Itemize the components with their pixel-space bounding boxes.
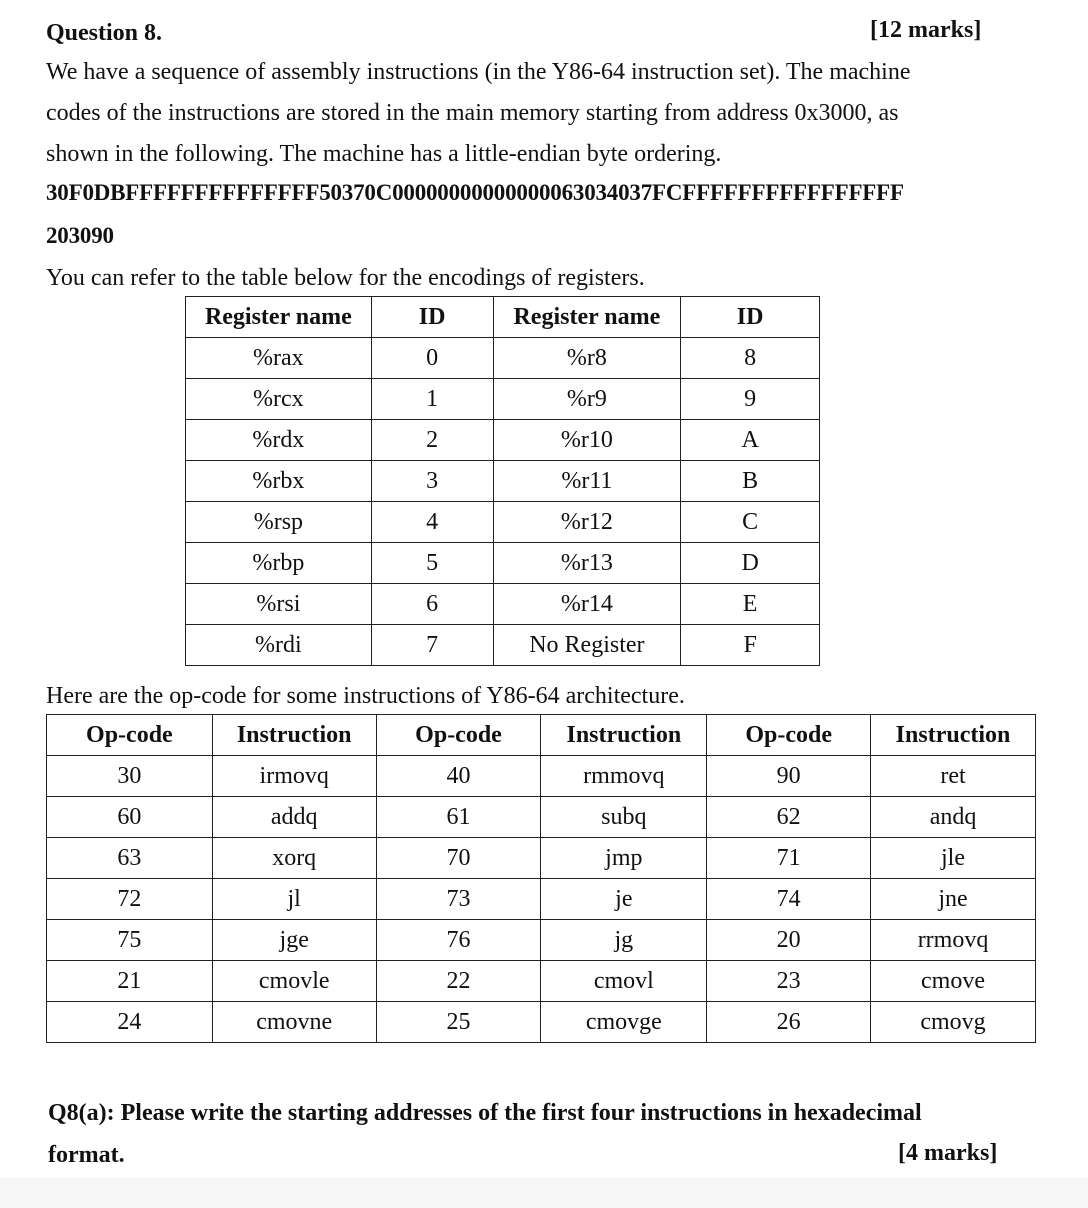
table-cell: 22 [376,961,541,1002]
opcode-row [47,1002,1036,1043]
question-marks: [12 marks] [870,17,982,43]
hex-line-1: 30F0DBFFFFFFFFFFFFFF50370C00000000000000063034037FCFFFFFFFFFFFFFFFF [46,180,904,205]
table-cell: %r12 [493,502,681,543]
header-cell: Op-code [376,715,541,756]
register-table [185,296,820,666]
table-cell: 20 [707,920,871,961]
table-cell: 0 [371,338,493,379]
opcode-row [47,920,1036,961]
table-cell: 30 [47,756,213,797]
table-cell: cmove [871,961,1036,1002]
header-cell: Instruction [541,715,707,756]
header-cell: Op-code [707,715,871,756]
opcode-table [46,714,1036,1043]
header-cell: Register name [493,297,681,338]
table-cell: %rax [186,338,372,379]
register-table-header [186,297,820,338]
table-cell: 72 [47,879,213,920]
table-cell: %r10 [493,420,681,461]
table-cell: 9 [681,379,820,420]
table-cell: jge [212,920,376,961]
intro-line-1: We have a sequence of assembly instructions (in the Y86-64 instruction set). The machine [46,59,911,85]
register-row [186,461,820,502]
opcode-row [47,797,1036,838]
table-cell: 40 [376,756,541,797]
hex-line-2: 203090 [46,223,114,248]
table-cell: 6 [371,584,493,625]
table-cell: %r14 [493,584,681,625]
table-cell: %r8 [493,338,681,379]
table-cell: %rbp [186,543,372,584]
table-cell: 24 [47,1002,213,1043]
table-cell: 7 [371,625,493,666]
opcode-row [47,756,1036,797]
table-cell: %rsp [186,502,372,543]
table-cell: 90 [707,756,871,797]
header-cell: Instruction [871,715,1036,756]
table-cell: jmp [541,838,707,879]
table-cell: 23 [707,961,871,1002]
subquestion-line-1: Q8(a): Please write the starting addresses of the first four instructions in hexadecimal [48,1100,922,1126]
intro-line-3: shown in the following. The machine has a little-endian byte ordering. [46,141,722,167]
table-cell: 21 [47,961,213,1002]
register-row [186,543,820,584]
table-cell: 74 [707,879,871,920]
header-cell: Op-code [47,715,213,756]
table-cell: jl [212,879,376,920]
table-cell: 2 [371,420,493,461]
opcode-row [47,838,1036,879]
header-cell: ID [681,297,820,338]
table-cell: 70 [376,838,541,879]
table-cell: %rcx [186,379,372,420]
opcode-row [47,879,1036,920]
table-cell: andq [871,797,1036,838]
table-cell: 71 [707,838,871,879]
table-cell: A [681,420,820,461]
table-cell: irmovq [212,756,376,797]
table-cell: 61 [376,797,541,838]
table-cell: C [681,502,820,543]
table-cell: 8 [681,338,820,379]
table-cell: addq [212,797,376,838]
table-cell: %r9 [493,379,681,420]
table-cell: 60 [47,797,213,838]
header-cell: Instruction [212,715,376,756]
register-row [186,625,820,666]
table-cell: jne [871,879,1036,920]
table-cell: 5 [371,543,493,584]
register-row [186,584,820,625]
table-cell: No Register [493,625,681,666]
table-cell: jg [541,920,707,961]
table-cell: 1 [371,379,493,420]
register-row [186,502,820,543]
intro-line-2: codes of the instructions are stored in the main memory starting from address 0x3000, as [46,100,899,126]
table-cell: rmmovq [541,756,707,797]
opcode-row [47,961,1036,1002]
table-cell: E [681,584,820,625]
table-cell: 26 [707,1002,871,1043]
table-cell: 73 [376,879,541,920]
table-cell: cmovg [871,1002,1036,1043]
table-cell: %r11 [493,461,681,502]
table-cell: cmovle [212,961,376,1002]
opcode-table-header [47,715,1036,756]
header-cell: ID [371,297,493,338]
table-cell: %rdi [186,625,372,666]
opcode-intro: Here are the op-code for some instructions of Y86-64 architecture. [46,683,685,709]
table-cell: 4 [371,502,493,543]
table-cell: 76 [376,920,541,961]
table-cell: xorq [212,838,376,879]
register-row [186,420,820,461]
register-intro: You can refer to the table below for the encodings of registers. [46,265,645,291]
table-cell: je [541,879,707,920]
table-cell: 3 [371,461,493,502]
table-cell: ret [871,756,1036,797]
table-cell: %rbx [186,461,372,502]
page-bottom-band [0,1178,1088,1208]
subquestion-line-2: format. [48,1142,125,1168]
subquestion-marks: [4 marks] [898,1140,998,1166]
table-cell: cmovl [541,961,707,1002]
table-cell: 75 [47,920,213,961]
table-cell: rrmovq [871,920,1036,961]
table-cell: 25 [376,1002,541,1043]
table-cell: D [681,543,820,584]
question-title: Question 8. [46,20,163,46]
table-cell: 63 [47,838,213,879]
header-cell: Register name [186,297,372,338]
table-cell: %rdx [186,420,372,461]
table-cell: jle [871,838,1036,879]
register-row [186,379,820,420]
table-cell: subq [541,797,707,838]
table-cell: F [681,625,820,666]
register-row [186,338,820,379]
table-cell: B [681,461,820,502]
table-cell: %rsi [186,584,372,625]
table-cell: 62 [707,797,871,838]
table-cell: %r13 [493,543,681,584]
table-cell: cmovne [212,1002,376,1043]
table-cell: cmovge [541,1002,707,1043]
